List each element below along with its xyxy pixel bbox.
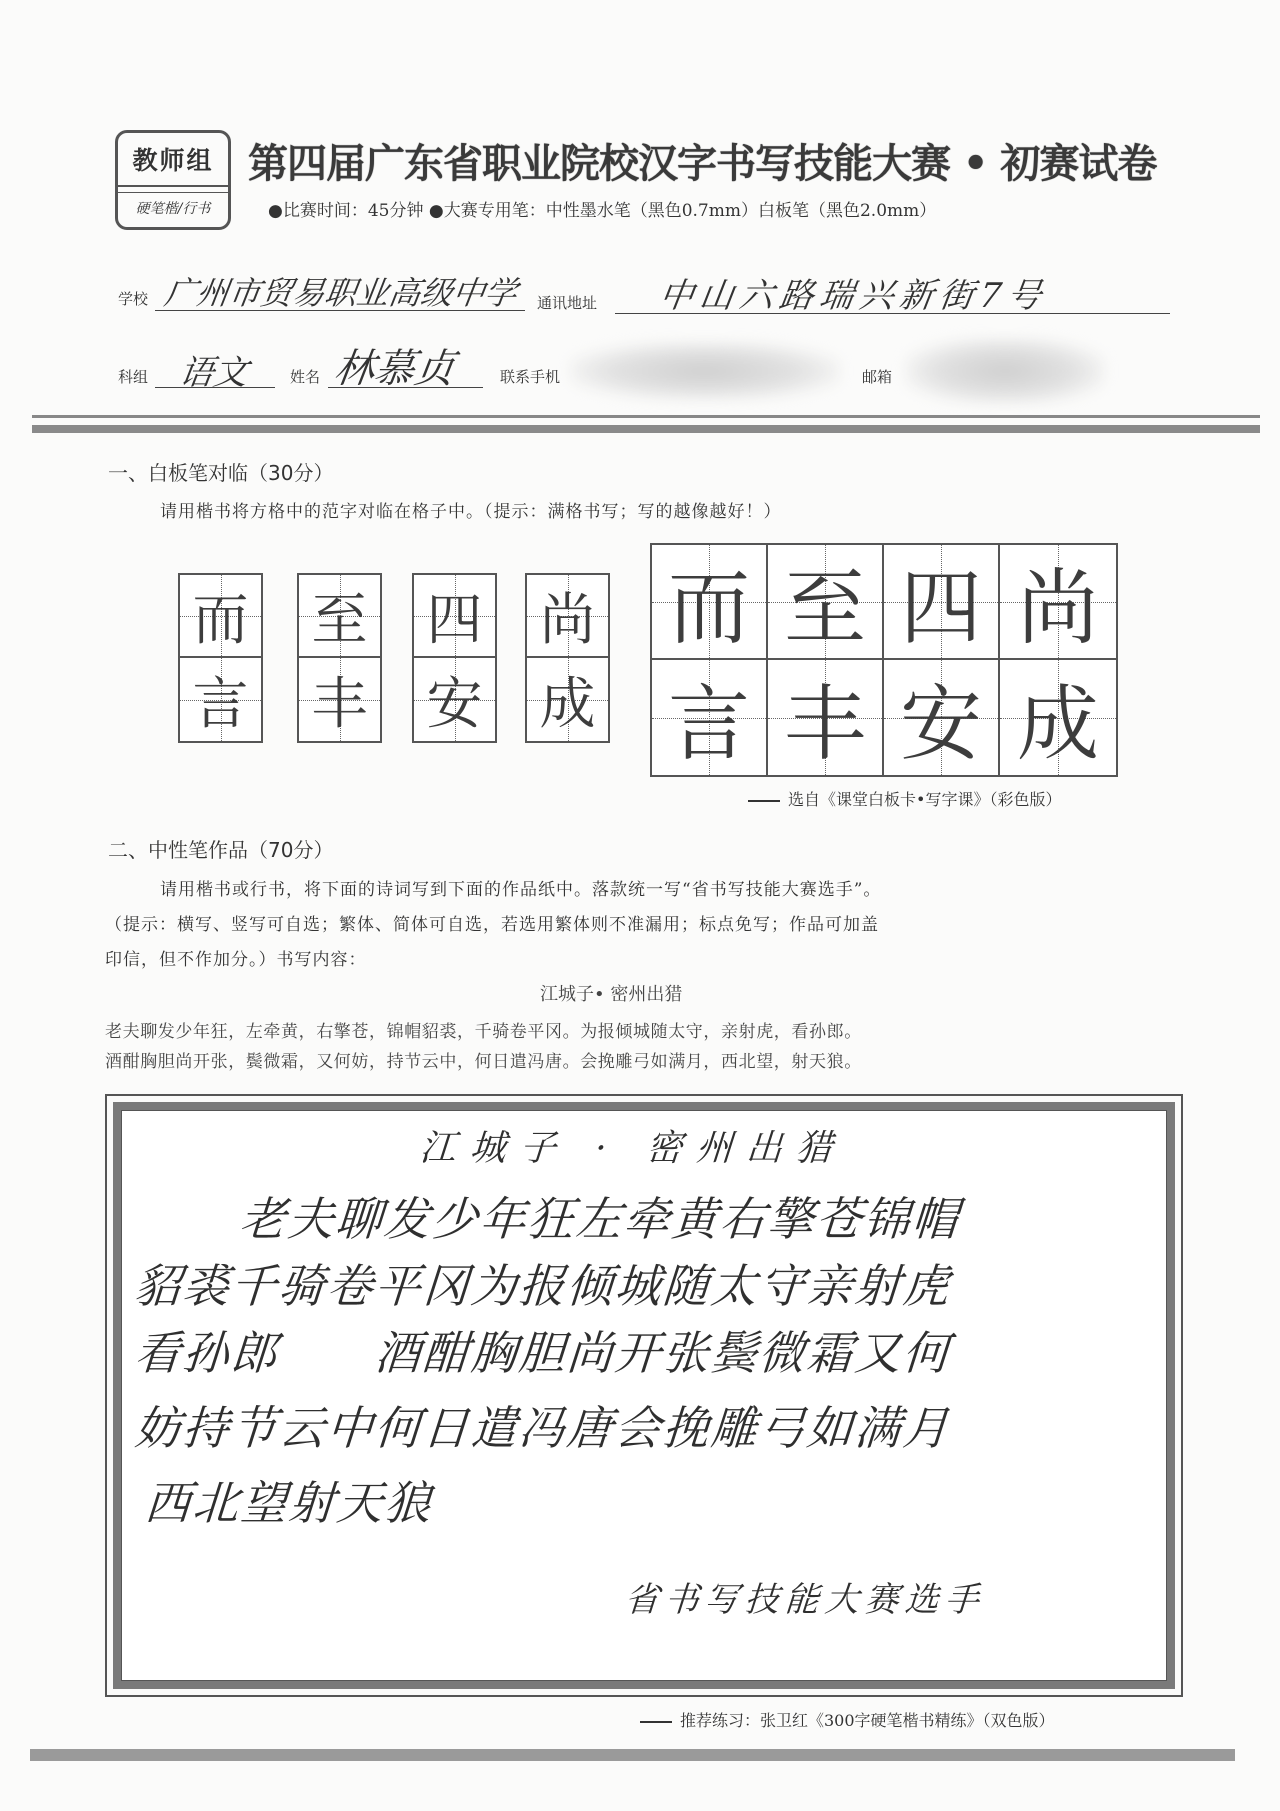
section1-title: 一、白板笔对临（30分） bbox=[108, 461, 334, 485]
model-cell bbox=[652, 660, 768, 775]
model-char: 成 bbox=[1016, 677, 1099, 772]
model-char: 而 bbox=[667, 561, 750, 656]
address-label: 通讯地址 bbox=[537, 294, 598, 312]
email-field-redacted[interactable] bbox=[905, 338, 1105, 404]
header-divider-thin bbox=[32, 415, 1260, 418]
model-cell bbox=[1000, 545, 1116, 660]
footer-bar bbox=[30, 1749, 1235, 1761]
work-line-5: 西北望射天狼 bbox=[142, 1476, 435, 1530]
practice-char: 安 bbox=[426, 671, 483, 737]
section2-instruction-line-2: （提示：横写、竖写可自选；繁体、简体可自选，若选用繁体则不准漏用；标点免写；作品可加盖 bbox=[105, 915, 879, 935]
dash-decoration bbox=[748, 800, 780, 802]
practice-box-1[interactable] bbox=[178, 573, 263, 743]
work-line-4: 妨持节云中何日遣冯唐会挽雕弓如满月 bbox=[132, 1401, 953, 1455]
name-field[interactable]: 林慕贞 bbox=[331, 346, 458, 392]
exam-subtitle: ●比赛时间：45分钟 ●大赛专用笔：中性墨水笔（黑色0.7mm）白板笔（黑色2.0mm） bbox=[268, 201, 937, 221]
subject-label: 科组 bbox=[118, 368, 149, 386]
practice-char: 尚 bbox=[539, 587, 596, 653]
exam-title: 第四届广东省职业院校汉字书写技能大赛 • 初赛试卷 bbox=[248, 141, 1157, 187]
practice-char: 而 bbox=[192, 587, 249, 653]
model-character-grid bbox=[650, 543, 1118, 777]
group-badge bbox=[115, 130, 231, 230]
email-label: 邮箱 bbox=[862, 368, 893, 386]
work-line-1: 老夫聊发少年狂左牵黄右擎苍锦帽 bbox=[237, 1192, 962, 1246]
section2-attribution bbox=[640, 1708, 1055, 1731]
model-cell bbox=[884, 660, 1000, 775]
poem-line-2: 酒酣胸胆尚开张，鬓微霜，又何妨，持节云中，何日遣冯唐。会挽雕弓如满月，西北望，射天狼。 bbox=[105, 1052, 862, 1072]
section2-instruction-line-3: 印信，但不作加分。）书写内容： bbox=[105, 950, 367, 970]
badge-category-label: 硬笔楷/行书 bbox=[135, 201, 211, 217]
school-field[interactable]: 广州市贸易职业高级中学 bbox=[162, 274, 520, 312]
section1-instruction: 请用楷书将方格中的范字对临在格子中。（提示：满格书写；写的越像越好！） bbox=[160, 502, 782, 522]
practice-char: 至 bbox=[311, 587, 368, 653]
work-title: 江城子 · 密州出猎 bbox=[418, 1128, 848, 1169]
poem-line-1: 老夫聊发少年狂，左牵黄，右擎苍，锦帽貂裘，千骑卷平冈。为报倾城随太守，亲射虎，看孙郎。 bbox=[105, 1022, 862, 1042]
model-cell bbox=[768, 545, 884, 660]
badge-group-label: 教师组 bbox=[132, 146, 214, 175]
section2-instruction-line-1: 请用楷书或行书，将下面的诗词写到下面的作品纸中。落款统一写“省书写技能大赛选手”。 bbox=[160, 880, 882, 900]
badge-divider bbox=[118, 185, 228, 193]
practice-char: 言 bbox=[192, 671, 249, 737]
work-line-3: 看孙郎 酒酣胸胆尚开张鬓微霜又何 bbox=[132, 1326, 953, 1380]
model-cell bbox=[768, 660, 884, 775]
work-line-2: 貂裘千骑卷平冈为报倾城随太守亲射虎 bbox=[132, 1259, 953, 1313]
practice-char: 成 bbox=[539, 671, 596, 737]
model-char: 尚 bbox=[1016, 561, 1099, 656]
practice-box-4[interactable] bbox=[525, 573, 610, 743]
model-char: 丰 bbox=[783, 677, 866, 772]
address-field[interactable]: 中山六路瑞兴新街7号 bbox=[656, 276, 1050, 316]
name-label: 姓名 bbox=[290, 368, 321, 386]
model-char: 言 bbox=[667, 677, 750, 772]
work-signature: 省书写技能大赛选手 bbox=[623, 1580, 987, 1620]
practice-char: 四 bbox=[426, 587, 483, 653]
model-char: 安 bbox=[899, 677, 982, 772]
model-char: 四 bbox=[899, 561, 982, 656]
model-cell bbox=[1000, 660, 1116, 775]
subject-field[interactable]: 语文 bbox=[176, 353, 251, 393]
model-char: 至 bbox=[783, 561, 866, 656]
practice-box-3[interactable] bbox=[412, 573, 497, 743]
header-divider-thick bbox=[32, 425, 1260, 433]
section1-attribution-text: 选自《课堂白板卡•写字课》（彩色版） bbox=[788, 790, 1062, 809]
phone-label: 联系手机 bbox=[500, 368, 561, 386]
model-cell bbox=[652, 545, 768, 660]
section1-attribution bbox=[748, 787, 1061, 810]
model-cell bbox=[884, 545, 1000, 660]
school-label: 学校 bbox=[118, 290, 149, 308]
section2-attribution-text: 推荐练习：张卫红《300字硬笔楷书精练》（双色版） bbox=[680, 1711, 1055, 1730]
poem-title: 江城子• 密州出猎 bbox=[540, 984, 683, 1005]
dash-decoration bbox=[640, 1721, 672, 1723]
section2-title: 二、中性笔作品（70分） bbox=[108, 838, 334, 862]
practice-char: 丰 bbox=[311, 671, 368, 737]
practice-box-2[interactable] bbox=[297, 573, 382, 743]
phone-field-redacted[interactable] bbox=[570, 342, 840, 400]
